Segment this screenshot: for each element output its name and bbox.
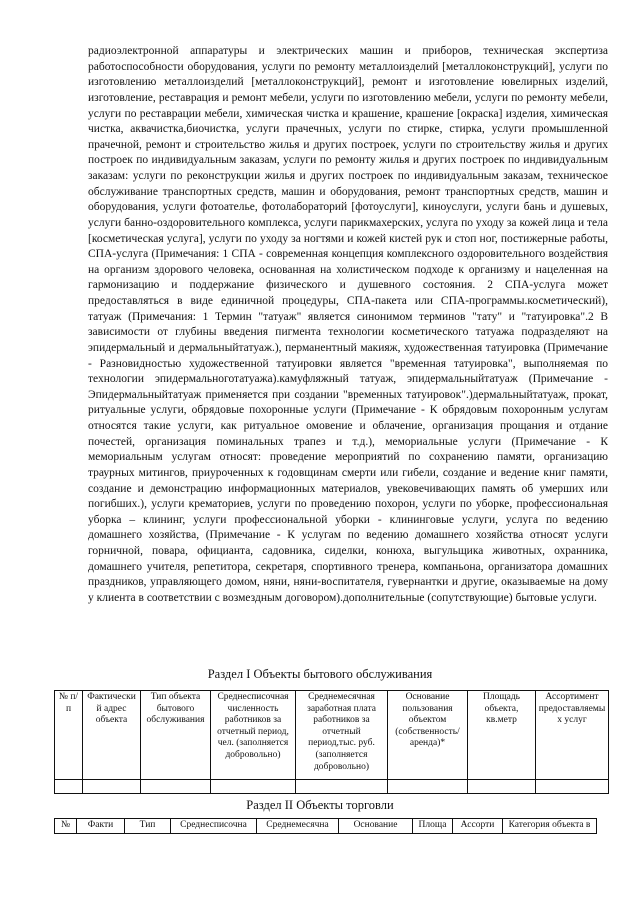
column-header: Площа (413, 819, 453, 834)
column-header: Тип объекта бытового обслуживания (141, 691, 211, 780)
column-header: Факти (77, 819, 125, 834)
table-cell (141, 780, 211, 794)
column-header: Среднемесячна (257, 819, 339, 834)
table-cell (55, 780, 83, 794)
table-cell (536, 780, 609, 794)
column-header: Основание (339, 819, 413, 834)
table-cell (468, 780, 536, 794)
table-header-row (55, 819, 597, 834)
column-header: Среднесписочная численность работников за отчетный период, чел. (заполняется добровольно) (211, 691, 296, 780)
column-header: Категория объекта в (503, 819, 597, 834)
column-header: Тип (125, 819, 171, 834)
column-header: Площадь объекта, кв.метр (468, 691, 536, 780)
column-header: Основание пользования объектом (собственность/аренда)* (388, 691, 468, 780)
section-2-title: Раздел II Объекты торговли (246, 798, 394, 812)
column-header: Ассортимент предоставляемых услуг (536, 691, 609, 780)
column-header: Ассорти (453, 819, 503, 834)
table-cell (388, 780, 468, 794)
table-row (55, 780, 609, 794)
trade-objects-table (54, 818, 597, 834)
column-header: № (55, 819, 77, 834)
services-paragraph: радиоэлектронной аппаратуры и электрических машин и приборов, техническая экспертиза работоспособности оборудования, услуги по ремонту металлоизделий [металлоконструкций], услуги по изготовлению металлоизделий [металлоконструкций], ремонт и изготовление ювелирных изделий, изготовление, реставрация и ремонт мебели, услуги по изготовлению мебели, услуги по ремонту мебели, услуги по реставрации мебели, химическая чистка и крашение, крашение [окраска] изделия, химическая чистка, аквачистка,биочистка, услуги прачечных, услуги по стирке, стирка, услуги промышленной прачечной, ремонт и строительство жилья и других построек, услуги по строительству жилья и других построек по индивидуальным заказам, услуги по ремонту жилья и других построек по индивидуальным заказам: услуги по реконструкции жилья и других построек по индивидуальным заказам, техническое обслуживание транспортных средств, машин и оборудования, ремонт транспортных средств, машин и оборудования, услуги фотоателье, фотолабораторий [фотоуслуги], киноуслуги, услуги бань и душевых, услуги банно-оздоровительного комплекса, услуги парикмахерских, услуга по уходу за кожей лица и тела [косметическая услуга], услуги по уходу за ногтями и кожей кистей рук и стоп ног, постижерные работы, СПА-услуга (Примечания: 1 СПА - современная концепция комплексного оздоровительного воздействия на организм здорового человека, основанная на холистическом подходе к организму и нацеленная на гармонизацию и поддержание физического и душевного состояния. 2 СПА-услуга может предоставляться в виде единичной процедуры, СПА-пакета или СПА-программы.косметический), татуаж (Примечания: 1 Термин "татуаж" является синонимом терминов "тату" и "татуировка".2 В зависимости от глубины введения пигмента технологии косметического татуажа подразделяют на эпидермальный и дермальныйтатуаж.), перманентный макияж, художественная татуировка (Примечание - Разновидностью художественной татуировки является "временная татуировка", выполняемая по технологии эпидермальноготатуажа).камуфляжный татуаж, эпидермальныйтатуаж (Примечание - Эпидермальныйтатуаж применяется при создании "временных татуировок".)дермальныйтатуаж, прокат, ритуальные услуги, обрядовые похоронные услуги (Примечание - К обрядовым похоронным услугам относятся такие услуги, как ритуальное омовение и облачение, организация прощания и отдание почестей, организация поминальных трапез и т.д.), мемориальные услуги (Примечание - К мемориальным услугам относят: проведение мероприятий по сохранению памяти, организацию траурных митингов, приуроченных к годовщинам смерти или гибели, создание и ведение книг памяти, создание и демонстрацию информационных материалов, увековечивающих память об умерших или погибших.), услуги крематориев, услуги по проведению похорон, услуги по уборке, профессиональная уборка – клининг, услуги профессиональной уборки - клининговые услуги, услуга по ведению домашнего хозяйства, (Примечание - К услугам по ведению домашнего хозяйства относят услуги горничной, повара, официанта, садовника, сиделки, конюха, выгульщика животных, охранника, домашнего учителя, репетитора, секретаря, спортивного тренера, компаньона, организатора домашних праздников, управляющего домом, няни, няни-воспитателя, гувернантки и другие, оказываемые на дому у клиента в соответствии с возмездным договором).дополнительные (сопутствующие) бытовые услуги. (88, 45, 608, 604)
table-header-row (55, 691, 609, 780)
column-header: № п/п (55, 691, 83, 780)
column-header: Среднемесячная заработная плата работников за отчетный период,тыс. руб. (заполняется добровольно) (296, 691, 388, 780)
consumer-services-table (54, 690, 609, 794)
section-1-title: Раздел I Объекты бытового обслуживания (207, 667, 433, 681)
table-cell (83, 780, 141, 794)
column-header: Среднесписочна (171, 819, 257, 834)
table-cell (296, 780, 388, 794)
column-header: Фактический адрес объекта (83, 691, 141, 780)
table-cell (211, 780, 296, 794)
